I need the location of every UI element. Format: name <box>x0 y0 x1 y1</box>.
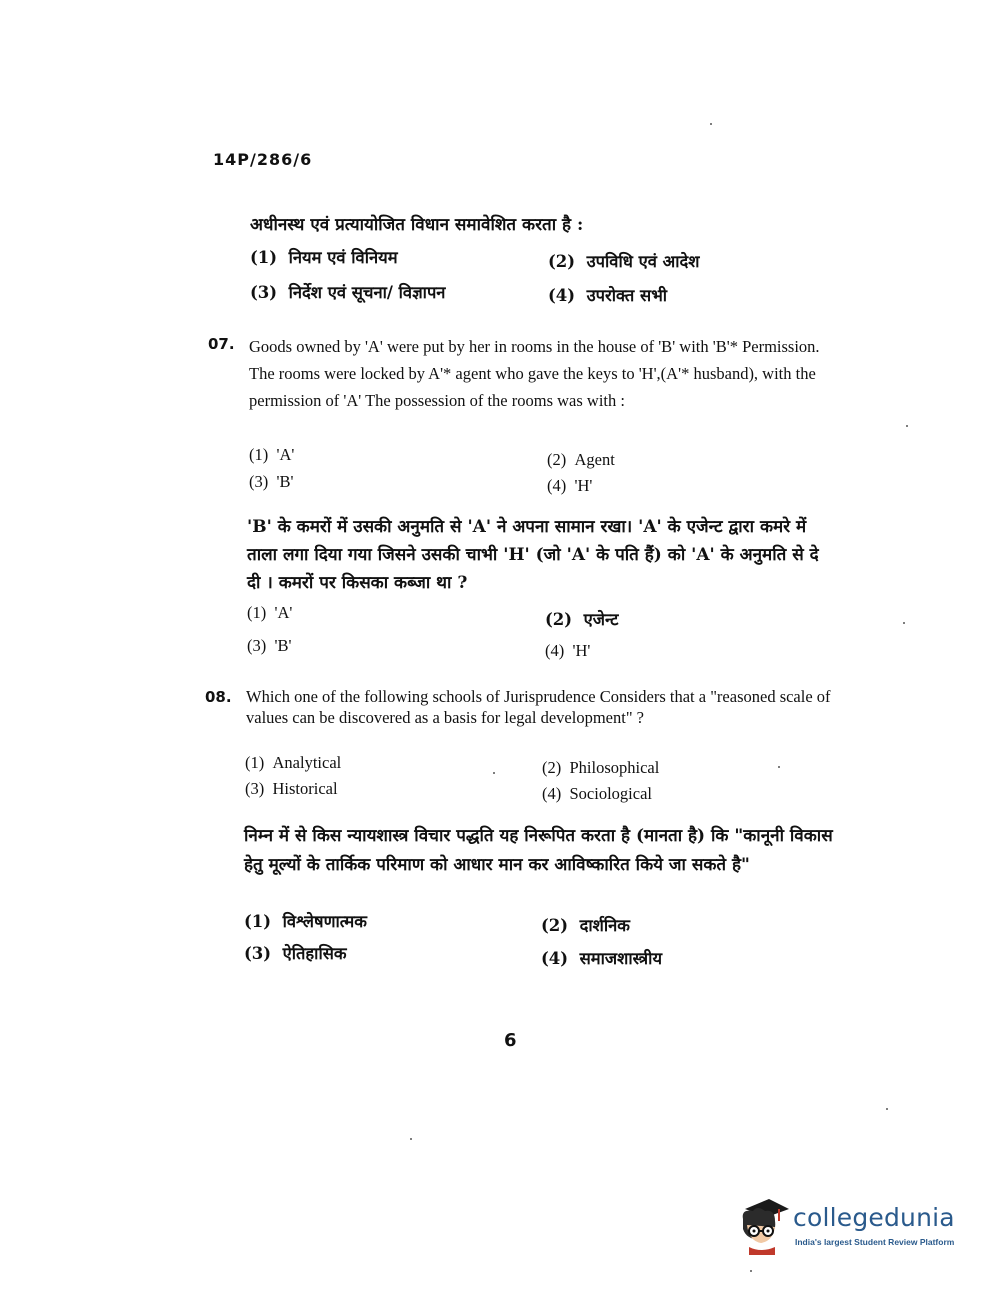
scan-speck <box>493 772 495 774</box>
scan-speck <box>750 1270 752 1272</box>
q7-hindi-option-4: (4) 'H' <box>545 641 591 660</box>
q6-hindi-text: अधीनस्थ एवं प्रत्यायोजित विधान समावेशित करता है : <box>250 215 584 235</box>
scan-speck <box>710 123 712 125</box>
q7-option-1: (1) 'A' <box>249 445 295 464</box>
page-number: 6 <box>504 1030 517 1051</box>
q8-hindi-option-3: (3) ऐतिहासिक <box>244 944 347 963</box>
scan-speck <box>903 622 905 624</box>
q6-option-4: (4) उपरोक्त सभी <box>548 286 668 305</box>
collegedunia-watermark <box>735 1195 970 1265</box>
q8-option-4: (4) Sociological <box>542 784 652 803</box>
scan-speck <box>778 766 780 768</box>
q7-option-2: (2) Agent <box>547 450 615 469</box>
paper-code: 14P/286/6 <box>213 150 313 169</box>
q8-english-text: Which one of the following schools of Jurisprudence Considers that a "reasoned scale of values can be discovered as a basis for legal development" ? <box>246 687 831 727</box>
q6-option-3: (3) निर्देश एवं सूचना/ विज्ञापन <box>250 283 446 302</box>
brand-tagline: India's largest Student Review Platform <box>795 1237 955 1247</box>
q8-option-2: (2) Philosophical <box>542 758 660 777</box>
q7-option-4: (4) 'H' <box>547 476 593 495</box>
student-mascot-icon <box>735 1195 791 1255</box>
brand-name: collegedunia <box>793 1203 955 1232</box>
q6-option-2: (2) उपविधि एवं आदेश <box>548 252 700 271</box>
scan-speck <box>906 425 908 427</box>
q7-hindi-option-1: (1) 'A' <box>247 603 293 622</box>
q8-hindi-text: निम्न में से किस न्यायशास्त्र विचार पद्धति यह निरूपित करता है (मानता है) कि "कानूनी विकास हेतु मूल्यों के तार्किक परिमाण को आधार मान कर आविष्कारित किये जा सकते है" <box>244 826 833 875</box>
q8-hindi-option-2: (2) दार्शनिक <box>541 916 630 935</box>
scan-speck <box>886 1108 888 1110</box>
q8-hindi-option-1: (1) विश्लेषणात्मक <box>244 912 367 931</box>
q7-option-3: (3) 'B' <box>249 472 294 491</box>
q8-number: 08. <box>205 688 232 706</box>
q7-hindi-text: 'B' के कमरों में उसकी अनुमति से 'A' ने अपना सामान रखा। 'A' के एजेन्ट द्वारा कमरे में ताला लगा दिया गया जिसने उसकी चाभी 'H' (जो 'A' के पति हैं) को 'A' के अनुमति से दे दी । कमरों पर किसका कब्जा था ? <box>247 517 819 593</box>
q6-option-1: (1) नियम एवं विनियम <box>250 248 398 267</box>
scan-speck <box>410 1138 412 1140</box>
q7-hindi-option-2: (2) एजेन्ट <box>545 610 619 629</box>
q8-hindi-option-4: (4) समाजशास्त्रीय <box>541 949 663 968</box>
q8-option-3: (3) Historical <box>245 779 338 798</box>
q8-option-1: (1) Analytical <box>245 753 342 772</box>
q7-hindi-option-3: (3) 'B' <box>247 636 292 655</box>
q7-english-text: Goods owned by 'A' were put by her in rooms in the house of 'B' with 'B'* Permission. The rooms were locked by A'* agent who gave the keys to 'H',(A'* husband), with the permission of 'A' The possession of the rooms was with : <box>249 337 820 410</box>
q7-number: 07. <box>208 335 235 353</box>
